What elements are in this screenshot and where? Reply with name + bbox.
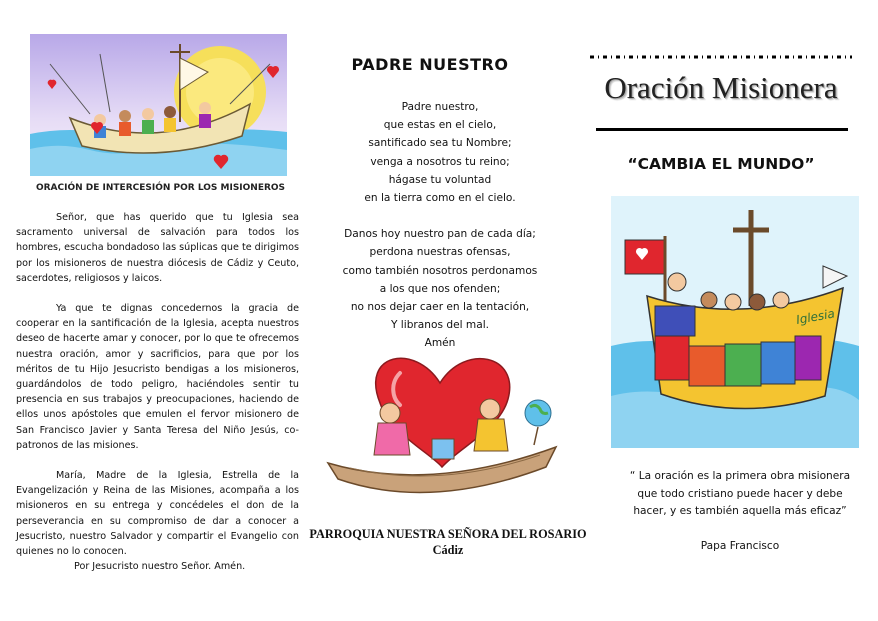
- ship-flag-label: Iglesia: [795, 306, 836, 327]
- prayer-line: que estas en el cielo,: [383, 119, 497, 132]
- missionaries-fishing-boat-illustration: [30, 34, 287, 176]
- prayer-line: venga a nosotros tu reino;: [370, 155, 510, 168]
- prayer-line: en la tierra como en el cielo.: [364, 192, 516, 205]
- prayer-line: Danos hoy nuestro pan de cada día;: [344, 228, 536, 241]
- prayer-line: perdona nuestras ofensas,: [369, 246, 511, 259]
- parish-line: PARROQUIA NUESTRA SEÑORA DEL ROSARIO: [309, 527, 587, 541]
- title-underline-rule: [596, 128, 848, 131]
- prayer-line: hágase tu voluntad: [388, 173, 492, 186]
- parish-name: [303, 526, 593, 558]
- prayer-line: a los que nos ofenden;: [379, 282, 501, 295]
- lords-prayer-title: PADRE NUESTRO: [351, 55, 509, 74]
- quote-author: Papa Francisco: [700, 540, 780, 552]
- prayer-line: Padre nuestro,: [401, 101, 479, 113]
- change-the-world-subtitle: “CAMBIA EL MUNDO”: [627, 155, 815, 173]
- prayer-line: Amén: [424, 337, 456, 350]
- intercession-paragraph: María, Madre de la Iglesia, Estrella de la Evangelización y Reina de las Misiones, acompaña a los misioneros en su entrega y concédeles el don de la perseverancia en su compromiso de dar a conocer a Jesucristo, nuestro Salvador y compartir el Evangelio con quienes no lo conocen.: [16, 470, 299, 558]
- prayer-line: Y libranos del mal.: [390, 319, 490, 332]
- decorative-dotted-line: [590, 46, 852, 50]
- intercession-paragraph: Ya que te dignas concedernos la gracia de cooperar en la santificación de la Iglesia, acepta nuestros deseo de hacerte amar y conocer, por lo que te ofrecemos nuestra oración, amor y sacrificios, para que por los méritos de tu Hijo Jesucristo bendigas a los misioneros, guardándolos de todo peligro, haciéndoles sentir tu presencia en sus trabajos y preocupaciones, haciendo de ellos unos apóstoles que emulen el fervor misionero de San Francisco Javier y Santa Teresa del Niño Jesús, co-patronos de las misiones.: [16, 303, 299, 451]
- prayer-line: no nos dejar caer en la tentación,: [350, 301, 530, 314]
- intercession-closing: Por Jesucristo nuestro Señor. Amén.: [74, 561, 246, 573]
- parish-city: Cádiz: [432, 543, 464, 557]
- church-puzzle-ship-illustration: [611, 196, 859, 448]
- lords-prayer-text: [318, 98, 562, 353]
- children-carrying-heart-illustration: [320, 343, 564, 511]
- intercession-prayer-text: [16, 210, 299, 574]
- prayer-line: como también nosotros perdonamos: [342, 264, 538, 277]
- pope-quote: “ La oración es la primera obra misionera que todo cristiano puede hacer y debe hacer, y es también aquella más eficaz”: [629, 470, 851, 518]
- intercession-paragraph: Señor, que has querido que tu Iglesia sea sacramento universal de salvación para todos los hombres, escucha bondadoso las súplicas que te dirigimos por los misioneros de nuestra diócesis de Cádiz y Ceuto, sacerdotes, religiosos y laicos.: [16, 212, 300, 284]
- intercession-caption: ORACIÓN DE INTERCESIÓN POR LOS MISIONEROS: [35, 183, 286, 193]
- mission-prayer-title: Oración Misionera: [604, 70, 838, 105]
- prayer-line: santificado sea tu Nombre;: [368, 137, 512, 150]
